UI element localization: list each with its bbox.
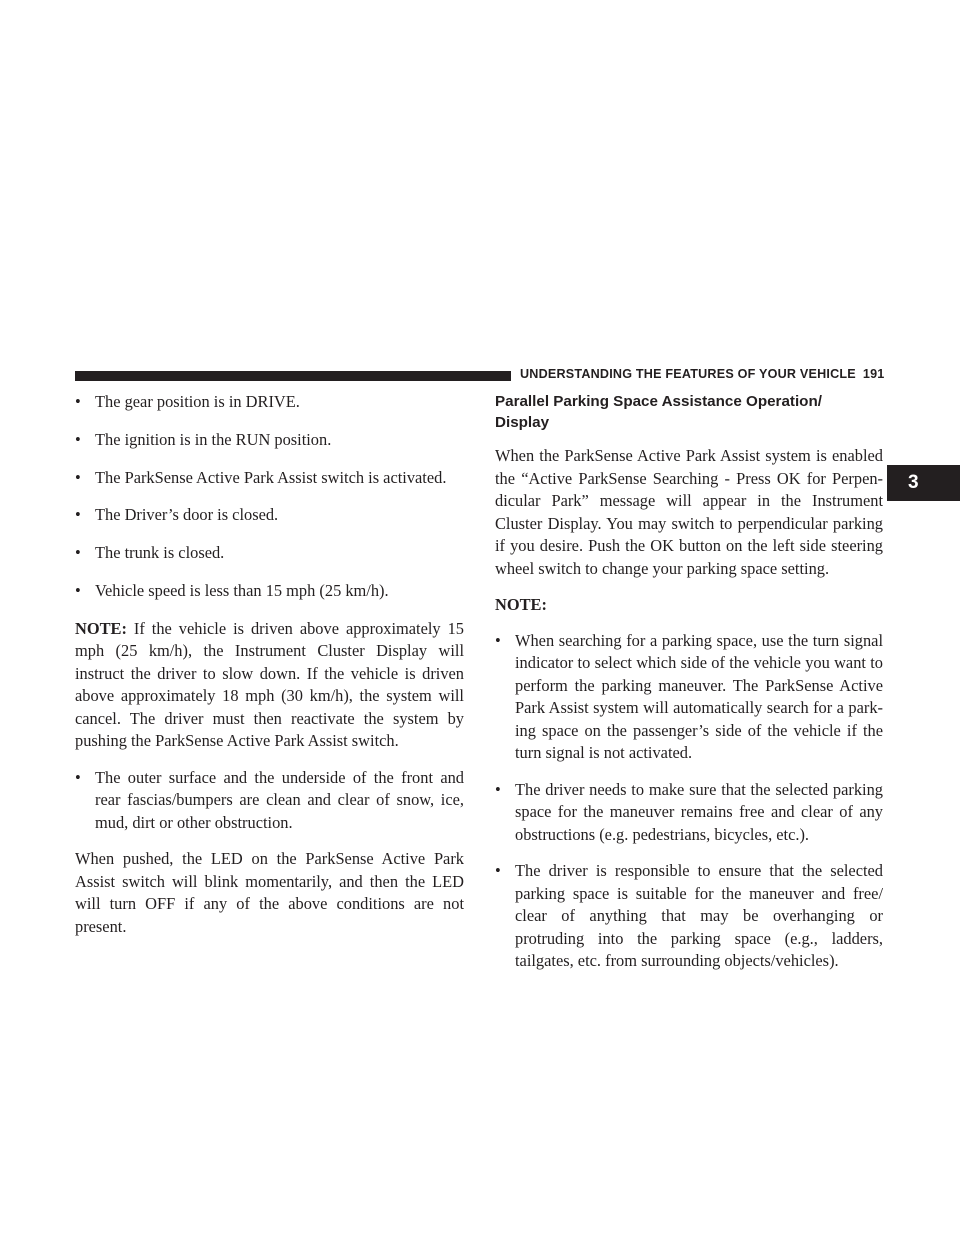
note-bullet: • The outer surface and the underside of the front and rear fascias/bumpers are clean and clear of snow, ice, mud, dirt or other obstruction.	[75, 767, 464, 835]
note-heading: NOTE:	[495, 595, 547, 614]
note-paragraph	[75, 618, 464, 753]
left-column	[75, 391, 464, 952]
section-title: UNDERSTANDING THE FEATURES OF YOUR VEHICLE	[520, 367, 856, 381]
condition-item: • Vehicle speed is less than 15 mph (25 km/h).	[75, 580, 464, 603]
intro-paragraph: When the ParkSense Active Park Assist system is enabled the “Active ParkSense Searching - Press OK for Perpen-dicular Park” message will appear in the Instrument Cluster Display. You may switch to perpendicular parking if you desire. Push the OK button on the left side steering wheel switch to change your parking space setting.	[495, 446, 883, 578]
note-bullet: • When searching for a parking space, use the turn signal indicator to select which side of the vehicle you want to perform the parking maneuver. The ParkSense Active Park Assist system will automatically search for a park-ing space on the passenger’s side of the vehicle if the turn signal is not activated.	[495, 630, 883, 765]
condition-item: • The trunk is closed.	[75, 542, 464, 565]
condition-item: • The ParkSense Active Park Assist switch is activated.	[75, 467, 464, 490]
closing-paragraph: When pushed, the LED on the ParkSense Active Park Assist switch will blink momentarily, and then the LED will turn OFF if any of the above conditions are not present.	[75, 849, 464, 936]
note-bullet: • The driver needs to make sure that the selected parking space for the maneuver remains free and clear of any obstructions (e.g. pedestrians, bicycles, etc.).	[495, 779, 883, 847]
running-header	[520, 367, 884, 381]
right-column	[495, 391, 883, 987]
chapter-tab: 3	[887, 465, 960, 501]
condition-item: • The Driver’s door is closed.	[75, 504, 464, 527]
note-label: NOTE:	[75, 618, 127, 638]
condition-item: • The ignition is in the RUN position.	[75, 429, 464, 452]
note-text: If the vehicle is driven above approximately 15 mph (25 km/h), the Instrument Cluster Display will instruct the driver to slow down. If the vehicle is driven above approximately 18 mph (30 km/h), the system will cancel. The driver must then reactivate the system by pushing the ParkSense Active Park Assist switch.	[75, 618, 464, 751]
condition-item: • The gear position is in DRIVE.	[75, 391, 464, 414]
note-bullet: • The driver is responsible to ensure that the selected parking space is suitable for the maneuver and free/ clear of anything that may be overhanging or protruding into the parking space (e.g., ladders, tailgates, etc. from surrounding objects/vehicles).	[495, 860, 883, 973]
page-number: 191	[862, 367, 885, 381]
header-rule	[75, 371, 511, 381]
section-heading: Parallel Parking Space Assistance Operation/ Display	[495, 393, 822, 431]
